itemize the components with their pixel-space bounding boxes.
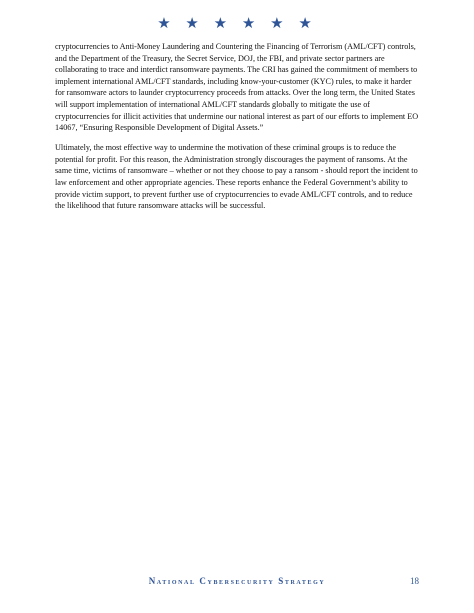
star-icon: ★ bbox=[213, 14, 233, 32]
star-icon: ★ bbox=[185, 14, 204, 32]
star-icon: ★ bbox=[298, 14, 317, 32]
page-number: 18 bbox=[410, 576, 419, 586]
footer-title: National Cybersecurity Strategy bbox=[148, 576, 326, 586]
star-icon: ★ bbox=[241, 14, 261, 32]
star-icon: ★ bbox=[157, 14, 176, 32]
star-icon: ★ bbox=[270, 14, 289, 32]
paragraph-2: Ultimately, the most effective way to undermine the motivation of these criminal groups is to reduce the potential for profit. For this reason, the Administration strongly discourages the payment of ransoms. At the same time, victims of ransomware – whether or not they choose to pay a ransom - should report the incident to law enforcement and other appropriate agencies. These reports enhance the Federal Government’s ability to provide victim support, to prevent further use of cryptocurrencies to evade AML/CFT controls, and to reduce the likelihood that future ransomware attacks will be successful. bbox=[55, 143, 418, 211]
header-stars bbox=[0, 14, 474, 32]
page-footer bbox=[0, 576, 474, 590]
body-text bbox=[55, 41, 421, 220]
paragraph-1: cryptocurrencies to Anti-Money Laundering and Countering the Financing of Terrorism (AML/CFT) controls, and the Department of the Treasury, the Secret Service, DOJ, the FBI, and private sector partners are collaborating to trace and interdict ransomware payments. The CRI has gained the commitment of members to implement international AML/CFT standards, including know-your-customer (KYC) rules, to make it harder for ransomware actors to launder cryptocurrency proceeds from attacks. Over the long term, the United States will support implementation of international AML/CFT standards globally to mitigate the use of cryptocurrencies for illicit activities that undermine our national interest as part of our efforts to implement EO 14067, “Ensuring Responsible Development of Digital Assets.” bbox=[55, 42, 419, 133]
